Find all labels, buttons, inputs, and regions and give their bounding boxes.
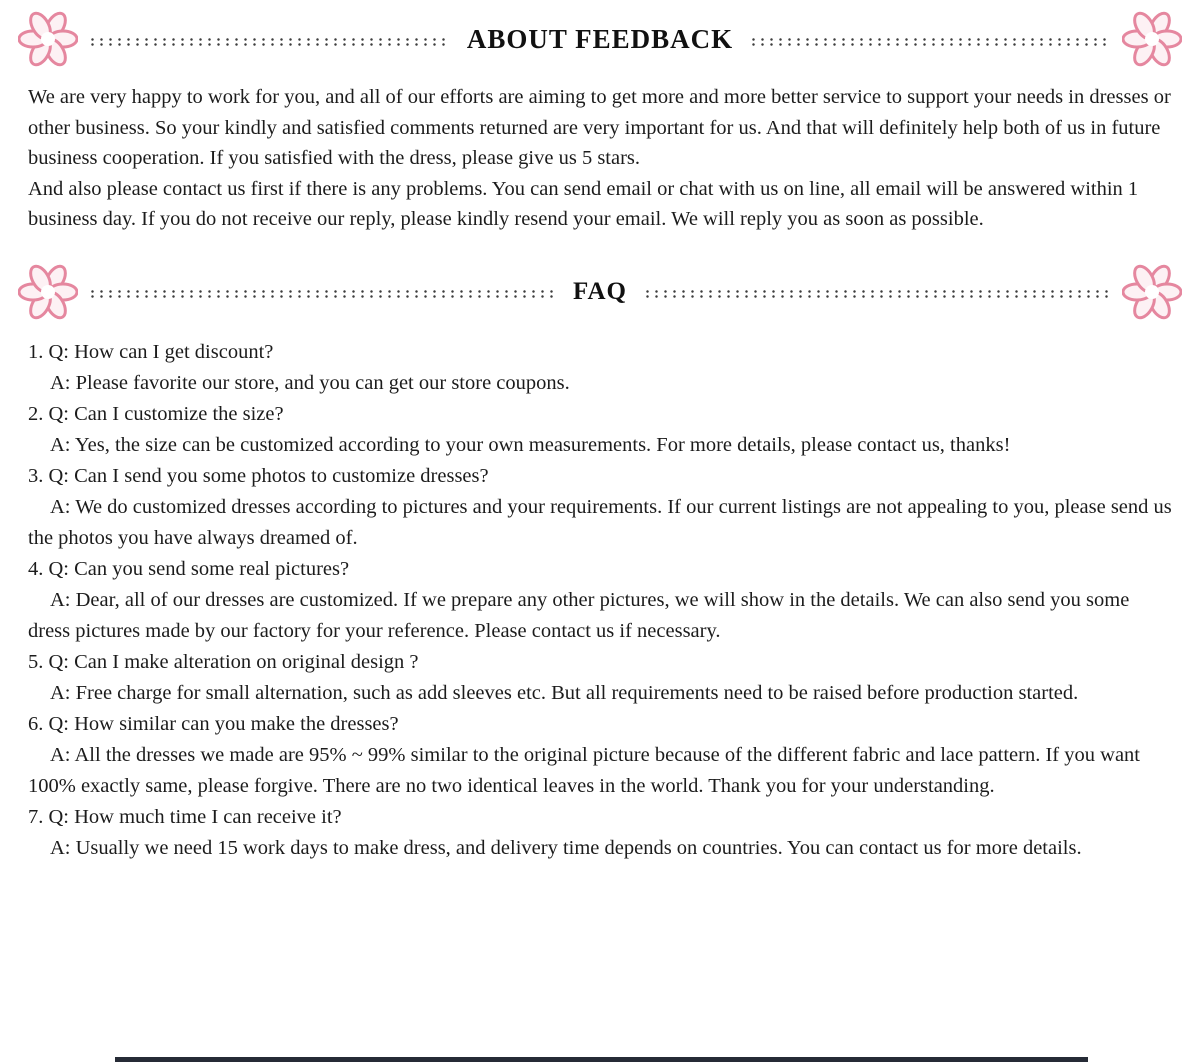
feedback-paragraph: And also please contact us first if there is any problems. You can send email or chat with us on line, all email will be answered within 1 business day. If you do not receive our reply, please kindly resend your email. We will reply you as soon as possible. [28, 177, 1139, 230]
flower-icon [18, 9, 78, 69]
flower-icon [1122, 9, 1182, 69]
faq-question: 2. Q: Can I customize the size? [28, 402, 284, 425]
feedback-section-title: ABOUT FEEDBACK [466, 23, 734, 54]
faq-question: 7. Q: How much time I can receive it? [28, 805, 342, 828]
feedback-text-block [28, 82, 1172, 235]
faq-question: 5. Q: Can I make alteration on original design ? [28, 650, 419, 673]
dotted-divider [643, 289, 1112, 298]
faq-question: 3. Q: Can I send you some photos to customize dresses? [28, 464, 489, 487]
faq-section-header [18, 261, 1182, 323]
next-section-edge [115, 1057, 1088, 1062]
feedback-section-header [18, 8, 1182, 70]
faq-answer: A: We do customized dresses according to pictures and your requirements. If our current listings are not appealing to you, please send us the photos you have always dreamed of. [28, 495, 1172, 549]
faq-list [28, 337, 1172, 864]
faq-answer: A: Usually we need 15 work days to make dress, and delivery time depends on countries. You can contact us for more details. [50, 836, 1082, 859]
flower-icon [1122, 262, 1182, 322]
faq-answer: A: Yes, the size can be customized according to your own measurements. For more details, please contact us, thanks! [50, 433, 1011, 456]
faq-answer: A: Free charge for small alternation, such as add sleeves etc. But all requirements need to be raised before production started. [50, 681, 1079, 704]
flower-icon [18, 262, 78, 322]
faq-question: 4. Q: Can you send some real pictures? [28, 557, 350, 580]
faq-question: 6. Q: How similar can you make the dresses? [28, 712, 399, 735]
faq-answer: A: Please favorite our store, and you can get our store coupons. [50, 371, 570, 394]
faq-question: 1. Q: How can I get discount? [28, 340, 274, 363]
feedback-paragraph: We are very happy to work for you, and all of our efforts are aiming to get more and more better service to support your needs in dresses or other business. So your kindly and satisfied comments returned are very important for us. And that will definitely help both of us in future business cooperation. If you satisfied with the dress, please give us 5 stars. [28, 86, 1171, 169]
dotted-divider [88, 289, 557, 298]
faq-answer: A: All the dresses we made are 95% ~ 99% similar to the original picture because of the different fabric and lace pattern. If you want 100% exactly same, please forgive. There are no two identical leaves in the world. Thank you for your understanding. [28, 743, 1140, 797]
faq-answer: A: Dear, all of our dresses are customized. If we prepare any other pictures, we will show in the details. We can also send you some dress pictures made by our factory for your reference. Please contact us if necessary. [28, 588, 1130, 642]
dotted-divider [749, 37, 1112, 46]
dotted-divider [88, 37, 451, 46]
faq-section-title: FAQ [573, 277, 627, 305]
